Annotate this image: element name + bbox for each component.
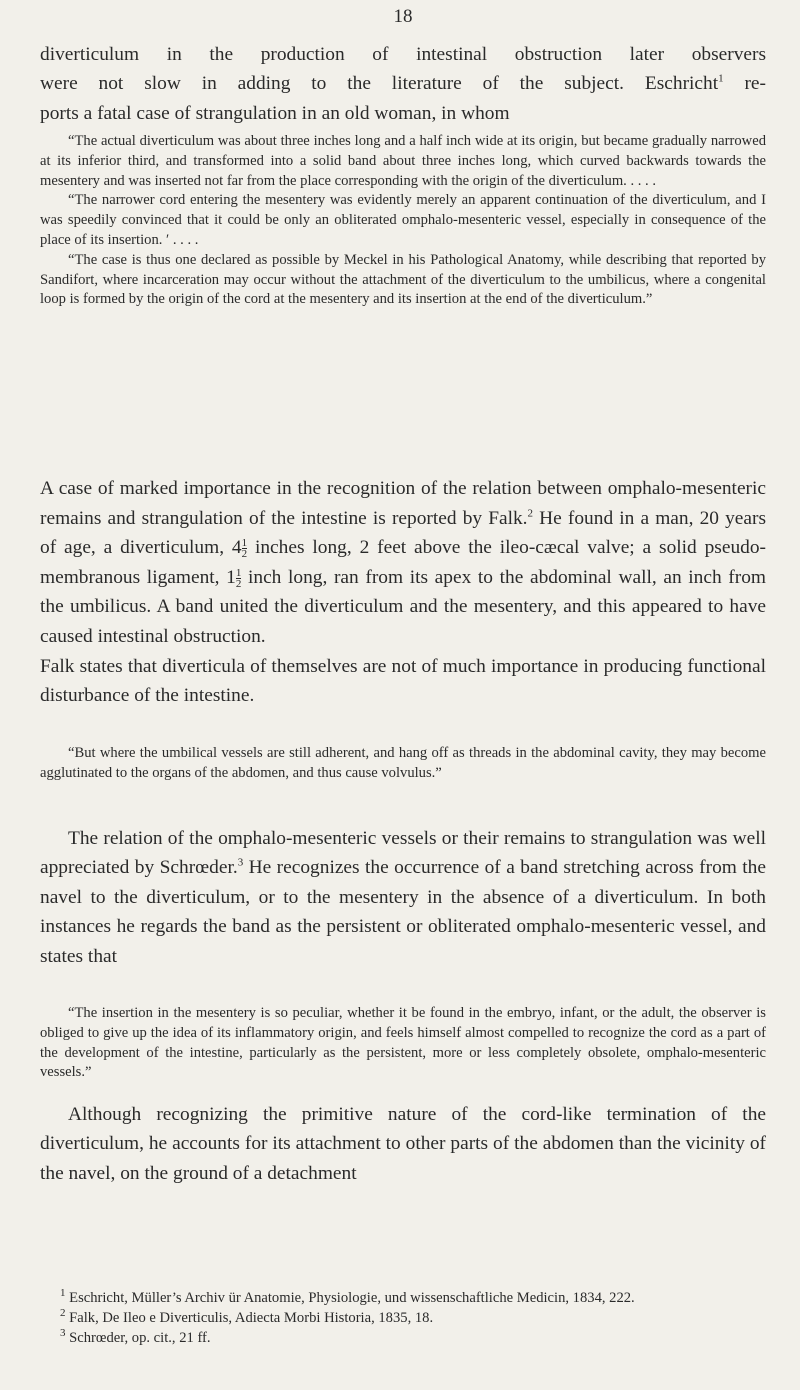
footnote-ref-2: 2	[527, 507, 534, 520]
paragraph-intro: diverticulum in the production of intestinal obstruction later observers were not slow in adding to the literature of the subject. Eschricht$^1$ re- ports a fatal case of strangulation in an old woman, in whom	[40, 44, 767, 124]
footnotes	[40, 1288, 766, 1348]
footnote-ref-1: 1	[718, 72, 724, 85]
paragraph-schroeder: The relation of the omphalo-mesenteric vessels or their remains to strangulation was well appreciated by Schrœder.$^3$ He recognizes the occurrence of a band stretching across from the navel to the diverticulum, or to the mesentery in the absence of a diverticulum. In both instances he regards the band as the persistent or obliterated omphalo-mesenteric vessel, and states that	[40, 828, 766, 967]
fraction-half: $\frac{1}{2}$	[235, 566, 242, 590]
block-quote-eschricht: “The actual diverticulum was about three inches long and a half inch wide at its origin, but became gradually narrowed at its inferior third, and transformed into a solid band about three inches long, which curved backwards towards the mesentery and was inserted not far from the place corresponding with the origin of the diverticulum. . . . . “The narrower cord entering the mesentery was evidently merely an apparent continuation of the diverticulum, and I was speedily convinced that it could be only an obliterated omphalo-mesenteric vessel, especially in consequence of the place of its insertion. ′ . . . . “The case is thus one declared as possible by Meckel in his Pathological Anatomy, while describing that reported by Sandifort, where incarceration may occur without the attachment of the diverticulum to the umbilicus, where a congenital loop is formed by the origin of the cord at the mesentery and its insertion at the end of the diverticulum.”	[40, 133, 766, 308]
paragraph-conclusion: Although recognizing the primitive nature of the cord-like termination of the diverticulum, he accounts for its attachment to other parts of the abdomen than the vicinity of the navel, on the ground of a detachment	[40, 1104, 766, 1184]
fraction-half: $\frac{1}{2}$	[241, 537, 248, 561]
footnote-3: $^3$ Schrœder, op. cit., 21 ff.	[60, 1327, 211, 1346]
page-number: 18	[393, 6, 413, 27]
footnote-2: $^2$ Falk, De Ileo e Diverticulis, Adiecta Morbi Historia, 1835, 18.	[60, 1307, 434, 1326]
footnote-1: $^1$ Eschricht, Müller’s Archiv ür Anatomie, Physiologie, und wissenschaftliche Medicin, 1834, 222.	[60, 1287, 635, 1306]
block-quote-schroeder: “The insertion in the mesentery is so peculiar, whether it be found in the embryo, infant, or the adult, the observer is obliged to give up the idea of its inflammatory origin, and feels himself almost compelled to recognize the cord as a part of the development of the intestine, particularly as the persistent, more or less completely obsolete, omphalo-mesenteric vessels.”	[40, 1005, 766, 1081]
footnote-ref-3: 3	[237, 856, 244, 869]
paragraph-falk: A case of marked importance in the recognition of the relation between omphalo-mesenteric remains and strangulation of the intestine is reported by Falk.$^2$ He found in a man, 20 years of age, a diverticulum, 4 $\frac{1}{2}$ inches long, 2 feet above the ileo-cæcal valve; a solid pseudo-membranous ligament, 1 $\frac{1}{2}$ inch long, ran from its apex to the abdominal wall, an inch from the umbilicus. A band united the diverticulum and the mesentery, and this appeared to have caused intestinal obstruction. Falk states that diverticula of themselves are not of much importance in producing functional disturbance of the intestine.	[40, 478, 766, 707]
block-quote-falk: “But where the umbilical vessels are still adherent, and hang off as threads in the abdominal cavity, they may become agglutinated to the organs of the abdomen, and thus cause volvulus.”	[40, 745, 766, 781]
